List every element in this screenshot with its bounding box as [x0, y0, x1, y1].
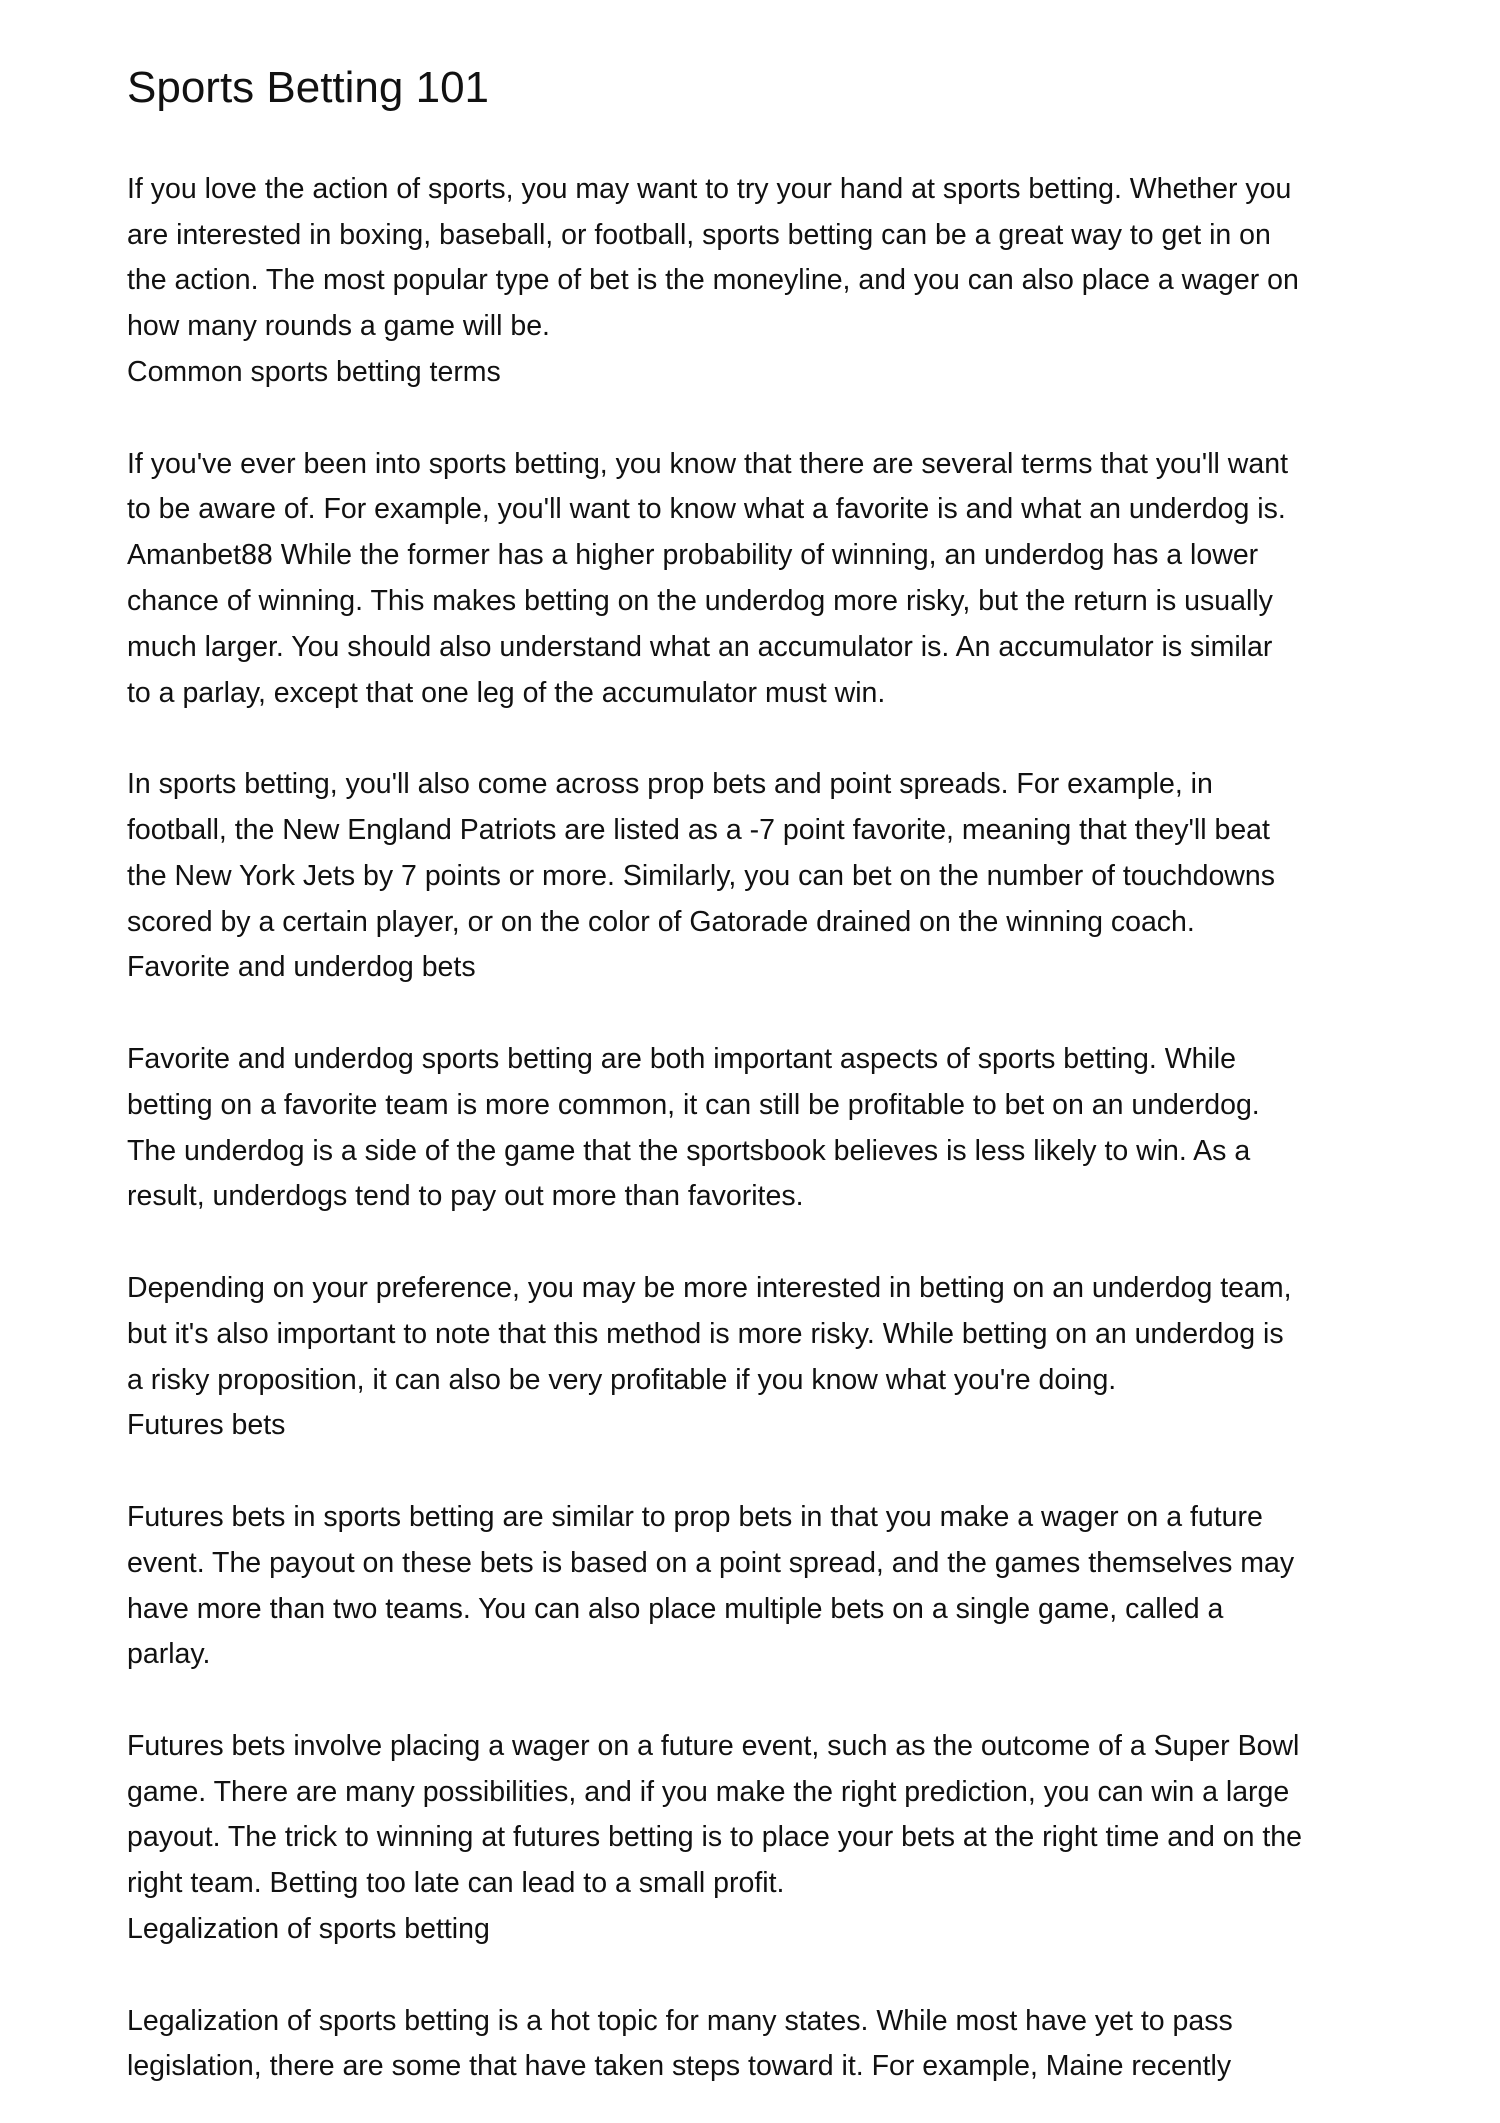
section-heading-legalization — [127, 1907, 1387, 1953]
paragraph-gap — [127, 1953, 1387, 1999]
text-line: In sports betting, you'll also come across prop bets and point spreads. For example, in — [127, 768, 1213, 801]
document-title: Sports Betting 101 — [127, 63, 490, 112]
text-line: football, the New England Patriots are listed as a -7 point favorite, meaning that they'll beat — [127, 813, 1270, 846]
section-heading-common-terms — [127, 350, 1387, 396]
text-line: are interested in boxing, baseball, or football, sports betting can be a great way to get in on — [127, 218, 1271, 251]
text-line: result, underdogs tend to pay out more than favorites. — [127, 1180, 804, 1213]
text-line: to a parlay, except that one leg of the accumulator must win. — [127, 676, 886, 709]
text-line: Futures bets involve placing a wager on a future event, such as the outcome of a Super Bowl — [127, 1729, 1300, 1762]
text-line: payout. The trick to winning at futures betting is to place your bets at the right time and on the — [127, 1821, 1302, 1854]
section-heading-futures — [127, 1403, 1387, 1449]
document-body — [127, 167, 1387, 2090]
text-line: game. There are many possibilities, and if you make the right prediction, you can win a large — [127, 1775, 1290, 1808]
text-line: Legalization of sports betting is a hot topic for many states. While most have yet to pass — [127, 2004, 1233, 2037]
text-line: Depending on your preference, you may be more interested in betting on an underdog team, — [127, 1271, 1292, 1304]
paragraph-gap — [127, 716, 1387, 762]
paragraph-intro — [127, 167, 1387, 350]
paragraph-futures-1 — [127, 1495, 1387, 1678]
text-line: Favorite and underdog sports betting are both important aspects of sports betting. While — [127, 1042, 1236, 1075]
text-line: the action. The most popular type of bet is the moneyline, and you can also place a wager on — [127, 264, 1299, 297]
paragraph-gap — [127, 396, 1387, 442]
text-line: to be aware of. For example, you'll want to know what a favorite is and what an underdog is. — [127, 493, 1286, 526]
section-heading-favorite-underdog — [127, 945, 1387, 991]
text-line: If you love the action of sports, you may want to try your hand at sports betting. Whether you — [127, 172, 1292, 205]
paragraph-gap — [127, 1449, 1387, 1495]
paragraph-favorite-underdog — [127, 1037, 1387, 1220]
text-line: much larger. You should also understand what an accumulator is. An accumulator is similar — [127, 630, 1273, 663]
paragraph-futures-2 — [127, 1724, 1387, 1907]
paragraph-gap — [127, 1678, 1387, 1724]
paragraph-gap — [127, 1220, 1387, 1266]
text-line: the New York Jets by 7 points or more. Similarly, you can bet on the number of touchdowns — [127, 859, 1275, 892]
text-line: chance of winning. This makes betting on the underdog more risky, but the return is usually — [127, 584, 1273, 617]
text-line: betting on a favorite team is more common, it can still be profitable to bet on an underdog. — [127, 1088, 1260, 1121]
text-line: right team. Betting too late can lead to a small profit. — [127, 1867, 785, 1900]
text-line: The underdog is a side of the game that the sportsbook believes is less likely to win. As a — [127, 1134, 1251, 1167]
text-line: Futures bets in sports betting are similar to prop bets in that you make a wager on a future — [127, 1500, 1263, 1533]
paragraph-preference — [127, 1266, 1387, 1403]
text-line: parlay. — [127, 1638, 211, 1671]
text-line: Amanbet88 While the former has a higher probability of winning, an underdog has a lower — [127, 539, 1259, 572]
paragraph-legalization — [127, 1999, 1387, 2091]
text-line: If you've ever been into sports betting, you know that there are several terms that you'll want — [127, 447, 1288, 480]
paragraph-gap — [127, 991, 1387, 1037]
text-line: a risky proposition, it can also be very profitable if you know what you're doing. — [127, 1363, 1117, 1396]
text-line: but it's also important to note that this method is more risky. While betting on an underdog is — [127, 1317, 1284, 1350]
document-page — [127, 62, 1387, 2090]
text-line: scored by a certain player, or on the color of Gatorade drained on the winning coach. — [127, 905, 1195, 938]
text-line: Legalization of sports betting — [127, 1913, 490, 1946]
text-line: have more than two teams. You can also place multiple bets on a single game, called a — [127, 1592, 1224, 1625]
text-line: legislation, there are some that have taken steps toward it. For example, Maine recently — [127, 2050, 1232, 2083]
text-line: Common sports betting terms — [127, 355, 501, 388]
text-line: how many rounds a game will be. — [127, 310, 550, 343]
text-line: Favorite and underdog bets — [127, 951, 476, 984]
text-line: Futures bets — [127, 1409, 286, 1442]
paragraph-prop-bets — [127, 762, 1387, 945]
paragraph-terms — [127, 442, 1387, 717]
text-line: event. The payout on these bets is based on a point spread, and the games themselves may — [127, 1546, 1295, 1579]
